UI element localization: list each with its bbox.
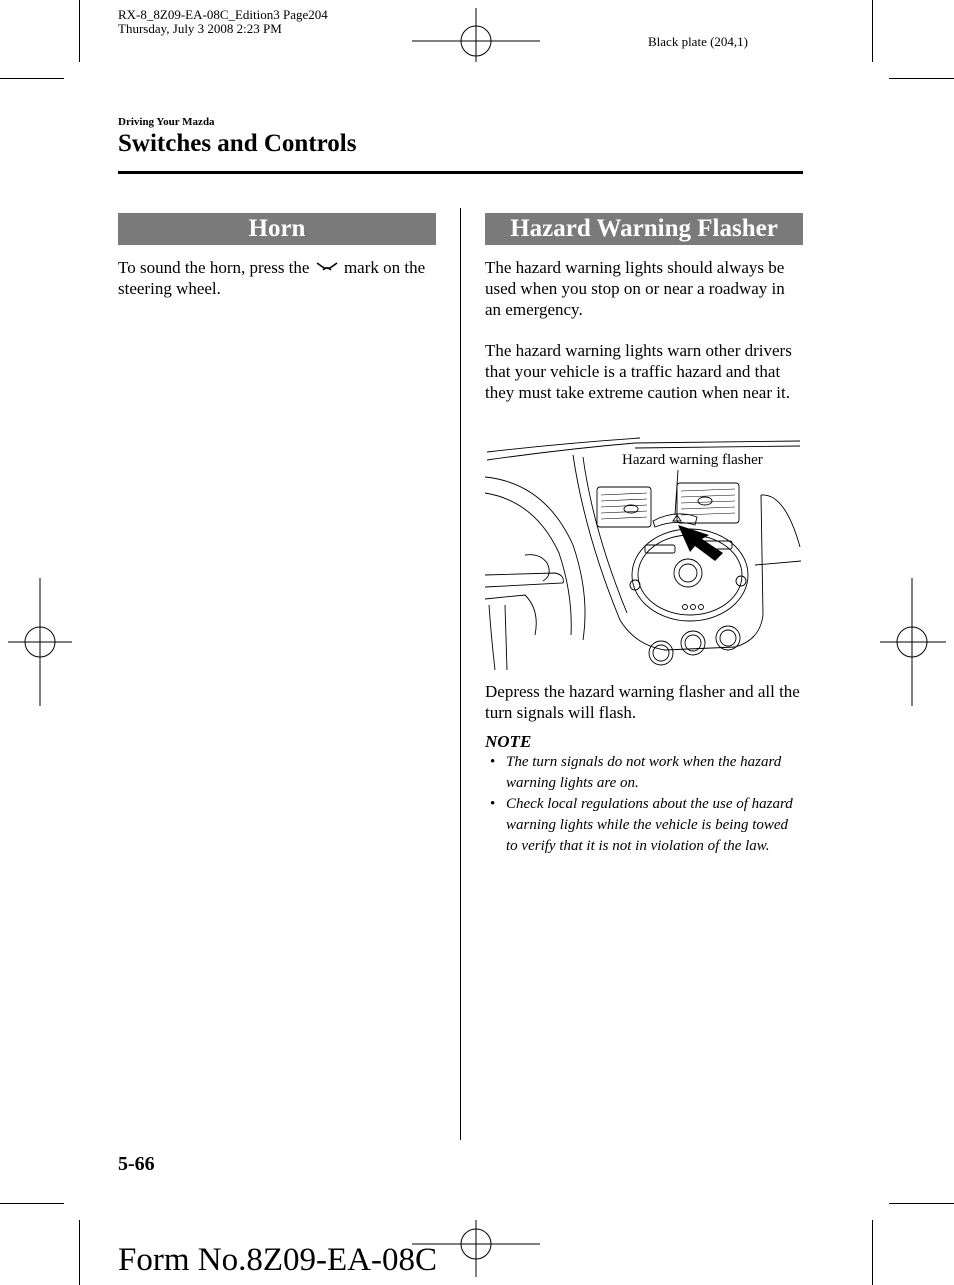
note-item: • Check local regulations about the use of hazard warning lights while the vehicle is being towed to verify that it is not in violation of the law.: [485, 794, 803, 857]
section-category: Driving Your Mazda: [118, 116, 215, 128]
horn-heading: Horn: [118, 213, 436, 245]
column-divider: [460, 208, 461, 1140]
horn-text-before: To sound the horn, press the: [118, 258, 310, 277]
horn-icon: [314, 260, 340, 274]
title-rule: [118, 171, 803, 174]
note-item: • The turn signals do not work when the hazard warning lights are on.: [485, 752, 803, 794]
note-list: [485, 752, 803, 857]
note-block: [485, 732, 803, 857]
file-name: RX-8_8Z09-EA-08C_Edition3 Page204: [118, 7, 328, 22]
hazard-figure: [485, 435, 803, 670]
file-info: [118, 8, 328, 36]
hazard-paragraph-1: The hazard warning lights should always be used when you stop on or near a roadway in an emergency.: [485, 258, 785, 319]
dashboard-illustration: [485, 435, 803, 670]
note-title: NOTE: [485, 732, 532, 751]
plate-info: Black plate (204,1): [648, 34, 748, 49]
page-number: 5-66: [118, 1153, 155, 1175]
horn-text-after: mark on the steering wheel.: [118, 258, 426, 298]
form-number: Form No.8Z09-EA-08C: [118, 1242, 437, 1278]
page-title: Switches and Controls: [118, 130, 357, 157]
hazard-paragraph-3: Depress the hazard warning flasher and all the turn signals will flash.: [485, 682, 800, 722]
hazard-heading: Hazard Warning Flasher: [485, 213, 803, 245]
horn-text: [118, 257, 436, 299]
hazard-paragraph-2: The hazard warning lights warn other drivers that your vehicle is a traffic hazard and that they must take extreme caution when near it.: [485, 341, 792, 402]
figure-label: Hazard warning flasher: [622, 452, 763, 468]
file-date: Thursday, July 3 2008 2:23 PM: [118, 21, 282, 36]
